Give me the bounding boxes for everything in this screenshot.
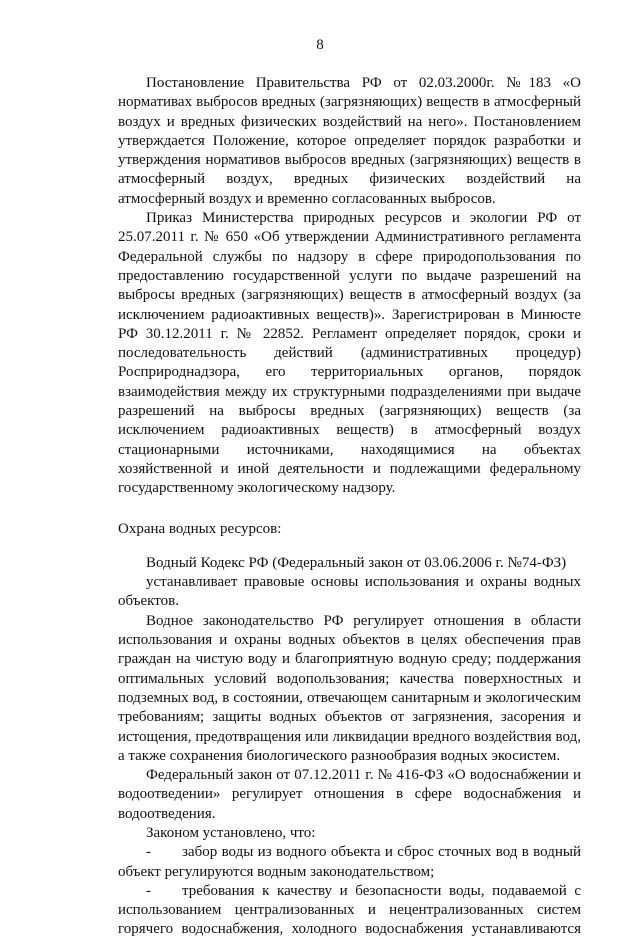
- list-dash: -: [146, 844, 151, 861]
- list-dash: -: [146, 882, 151, 899]
- section-heading-water: Охрана водных ресурсов:: [118, 520, 282, 537]
- paragraph-decree-183: Постановление Правительства РФ от 02.03.2000г. №183 «О нормативах выбросов вредных (загрязняющих) веществ в атмосферный воздух и вредных физических воздействий на него». Постановлением утверждается Положение, которое определяет порядок разработки и утверждения нормативов выбросов вредных (загрязняющих) веществ в атмосферный воздух, вредных физических воздействий на атмосферный воздух и временно согласованных выбросов.: [118, 75, 581, 207]
- paragraph-law-416: Федеральный закон от 07.12.2011 г. № 416-ФЗ «О водоснабжении и водоотведении» регулирует отношения в сфере водоснабжения и водоотведения.: [118, 767, 581, 822]
- paragraph-law-established: Законом установлено, что:: [146, 824, 316, 841]
- paragraph-order-650: Приказ Министерства природных ресурсов и экологии РФ от 25.07.2011 г. № 650 «Об утверждении Административного регламента Федеральной службы по надзору в сфере природопользования по предоставлению государственной услуги по выдаче разрешений на выбросы вредных (загрязняющих) веществ в атмосферный воздух (за исключением радиоактивных веществ)». Зарегистрирован в Минюсте РФ 30.12.2011 г. № 22852. Регламент определяет порядок, сроки и последовательность действий (административных процедур) Росприроднадзора, его территориальных органов, порядок взаимодействия между их структурными подразделениями при выдаче разрешений на выбросы вредных (загрязняющих) веществ (за исключением радиоактивных веществ) в атмосферный воздух стационарными источниками, находящимися на объектах хозяйственной и иной деятельности и подлежащими федеральному государственному экологическому надзору.: [118, 210, 581, 497]
- list-item-text: требования к качеству и безопасности воды, подаваемой с использованием централизованных и нецентрализованных систем горячего водоснабжения, холодного водоснабжения устанавливаются: [118, 882, 581, 938]
- page-number: 8: [316, 37, 324, 53]
- list-item-text: забор воды из водного объекта и сброс сточных вод в водный объект регулируются водным законодательством;: [118, 844, 581, 880]
- list-item: [118, 882, 581, 940]
- page-body: [118, 74, 581, 940]
- paragraph-water-legislation: Водное законодательство РФ регулирует отношения в области использования и охраны водных объектов в целях обеспечения прав граждан на чистую воду и благоприятную водную среду; поддержания оптимальных условий водопользования; качества поверхностных и подземных вод, в состоянии, отвечающем санитарным и экологическим требованиям; защиты водных объектов от загрязнения, засорения и истощения, предотвращения или ликвидации вредного воздействия вод, а также сохранения биологического разнообразия водных экосистем.: [118, 612, 581, 764]
- paragraph-water-code-purpose: устанавливает правовые основы использования и охраны водных объектов.: [118, 574, 581, 610]
- paragraph-water-code: Водный Кодекс РФ (Федеральный закон от 03.06.2006 г. №74-ФЗ): [146, 554, 567, 571]
- list-item: [118, 843, 581, 882]
